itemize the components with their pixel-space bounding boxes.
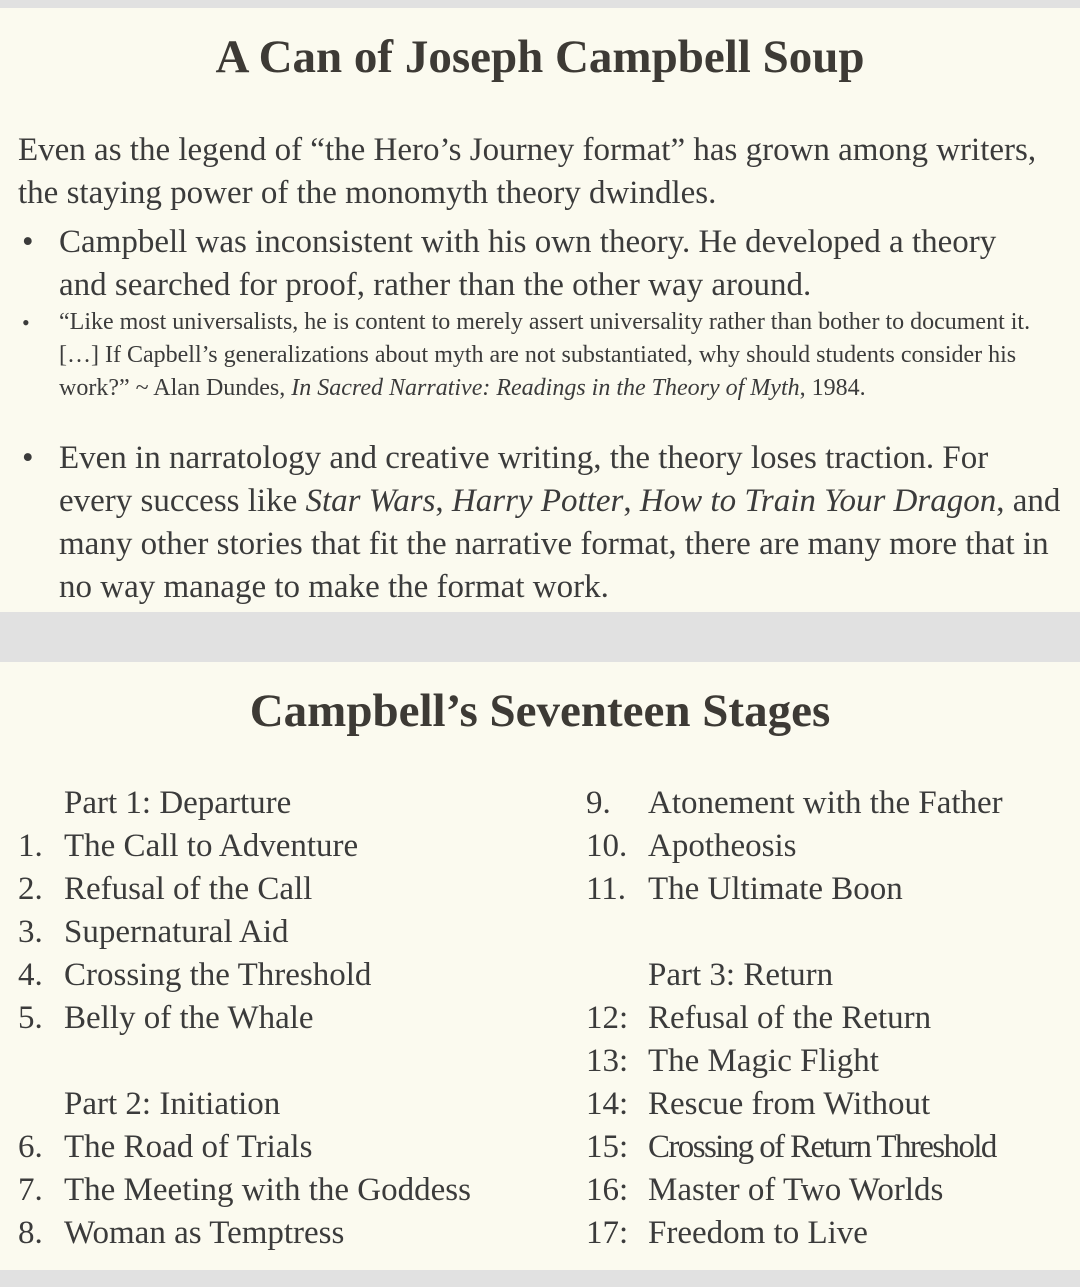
stage-row <box>586 954 1066 997</box>
stage-number: 17: <box>586 1215 629 1251</box>
stage-number: 14: <box>586 1086 629 1122</box>
stage-row <box>18 1169 558 1212</box>
stage-label: Rescue from Without <box>648 1086 931 1122</box>
stage-row <box>18 782 558 825</box>
stage-row <box>18 825 558 868</box>
stage-number: 3. <box>18 914 43 950</box>
stage-label: Woman as Temptress <box>64 1215 345 1251</box>
stage-row <box>18 1126 558 1169</box>
stage-label: Apotheosis <box>648 828 797 864</box>
dundes-quote: “Like most universalists, he is content to merely assert universality rather than bother to document it. […] If Capbell’s generalizations about myth are not substantiated, why should students consider his work?” ~ Alan Dundes, <box>59 309 1031 401</box>
stage-number: 5. <box>18 1000 43 1036</box>
slide-campbell-soup <box>0 8 1080 612</box>
stage-label: The Call to Adventure <box>64 828 359 864</box>
stage-row <box>586 1169 1066 1212</box>
stage-row <box>586 868 1066 911</box>
book-title: Harry Potter <box>451 483 624 519</box>
stage-row <box>586 1040 1066 1083</box>
stage-label: Refusal of the Call <box>64 871 313 907</box>
stage-label: Freedom to Live <box>648 1215 868 1251</box>
bullet-dot-icon: • <box>22 310 30 335</box>
stage-row <box>18 1083 558 1126</box>
slide-title: A Can of Joseph Campbell Soup <box>215 31 865 83</box>
stage-number: 8. <box>18 1215 43 1251</box>
stage-label: Part 1: Departure <box>64 785 292 821</box>
stage-number: 2. <box>18 871 43 907</box>
stage-row <box>586 782 1066 825</box>
lead-paragraph: Even as the legend of “the Hero’s Journey format” has grown among writers, the staying power of the monomyth theory dwindles. <box>18 132 1037 211</box>
film-title: Star Wars <box>305 483 436 519</box>
bullet-text-part: Even in narratology and creative writing, the theory loses traction. For every success like <box>59 440 989 519</box>
stage-row <box>586 1083 1066 1126</box>
slide-title: Campbell’s Seventeen Stages <box>249 685 831 737</box>
stage-label: The Road of Trials <box>64 1129 313 1165</box>
separator: , <box>623 483 640 519</box>
stages-column-right <box>586 782 1066 1255</box>
stage-number: 12: <box>586 1000 629 1036</box>
stage-row <box>18 868 558 911</box>
stage-row-spacer <box>586 911 1066 954</box>
bullet-text <box>59 306 1069 405</box>
stage-row <box>18 911 558 954</box>
stage-row <box>586 1212 1066 1255</box>
stage-number: 11. <box>586 871 627 907</box>
bullet-text: Campbell was inconsistent with his own theory. He developed a theory and searched for proof, rather than the other way around. <box>59 224 997 303</box>
stage-label: The Meeting with the Goddess <box>64 1172 471 1208</box>
stage-label: Atonement with the Father <box>648 785 1003 821</box>
bullet-text-part: , and many other stories that fit the narrative format, there are many more that in no way manage to make the format work. <box>59 483 1061 605</box>
stage-label: Part 2: Initiation <box>64 1086 281 1122</box>
stage-number: 9. <box>586 785 611 821</box>
stages-column-left <box>18 782 558 1255</box>
stage-label: Crossing the Threshold <box>64 957 372 993</box>
stage-number: 4. <box>18 957 43 993</box>
stage-row-spacer <box>18 1040 558 1083</box>
stage-row <box>18 1212 558 1255</box>
stage-number: 1. <box>18 828 43 864</box>
stage-label: Master of Two Worlds <box>648 1172 944 1208</box>
stage-row <box>18 997 558 1040</box>
stage-label: Crossing of Return Threshold <box>648 1129 996 1165</box>
bullet-dot-icon: • <box>22 224 34 260</box>
separator: , <box>435 483 452 519</box>
slide-seventeen-stages <box>0 662 1080 1270</box>
stage-row <box>586 1126 1066 1169</box>
stage-row <box>586 825 1066 868</box>
source-year: , 1984. <box>799 375 866 401</box>
stage-number: 16: <box>586 1172 629 1208</box>
source-title: In Sacred Narrative: Readings in the Theory of Myth <box>291 375 800 401</box>
stage-label: The Magic Flight <box>648 1043 879 1079</box>
stage-label: The Ultimate Boon <box>648 871 903 907</box>
stage-number: 7. <box>18 1172 43 1208</box>
stage-number: 6. <box>18 1129 43 1165</box>
stage-row <box>18 954 558 997</box>
stage-row <box>586 997 1066 1040</box>
stage-number: 15: <box>586 1129 629 1165</box>
stage-number: 13: <box>586 1043 629 1079</box>
stage-label: Part 3: Return <box>648 957 834 993</box>
stage-label: Refusal of the Return <box>648 1000 932 1036</box>
stage-label: Belly of the Whale <box>64 1000 314 1036</box>
stage-number: 10. <box>586 828 628 864</box>
bullet-dot-icon: • <box>22 440 34 476</box>
stage-label: Supernatural Aid <box>64 914 289 950</box>
bullet-text <box>59 437 1069 609</box>
film-title: How to Train Your Dragon <box>639 483 997 519</box>
